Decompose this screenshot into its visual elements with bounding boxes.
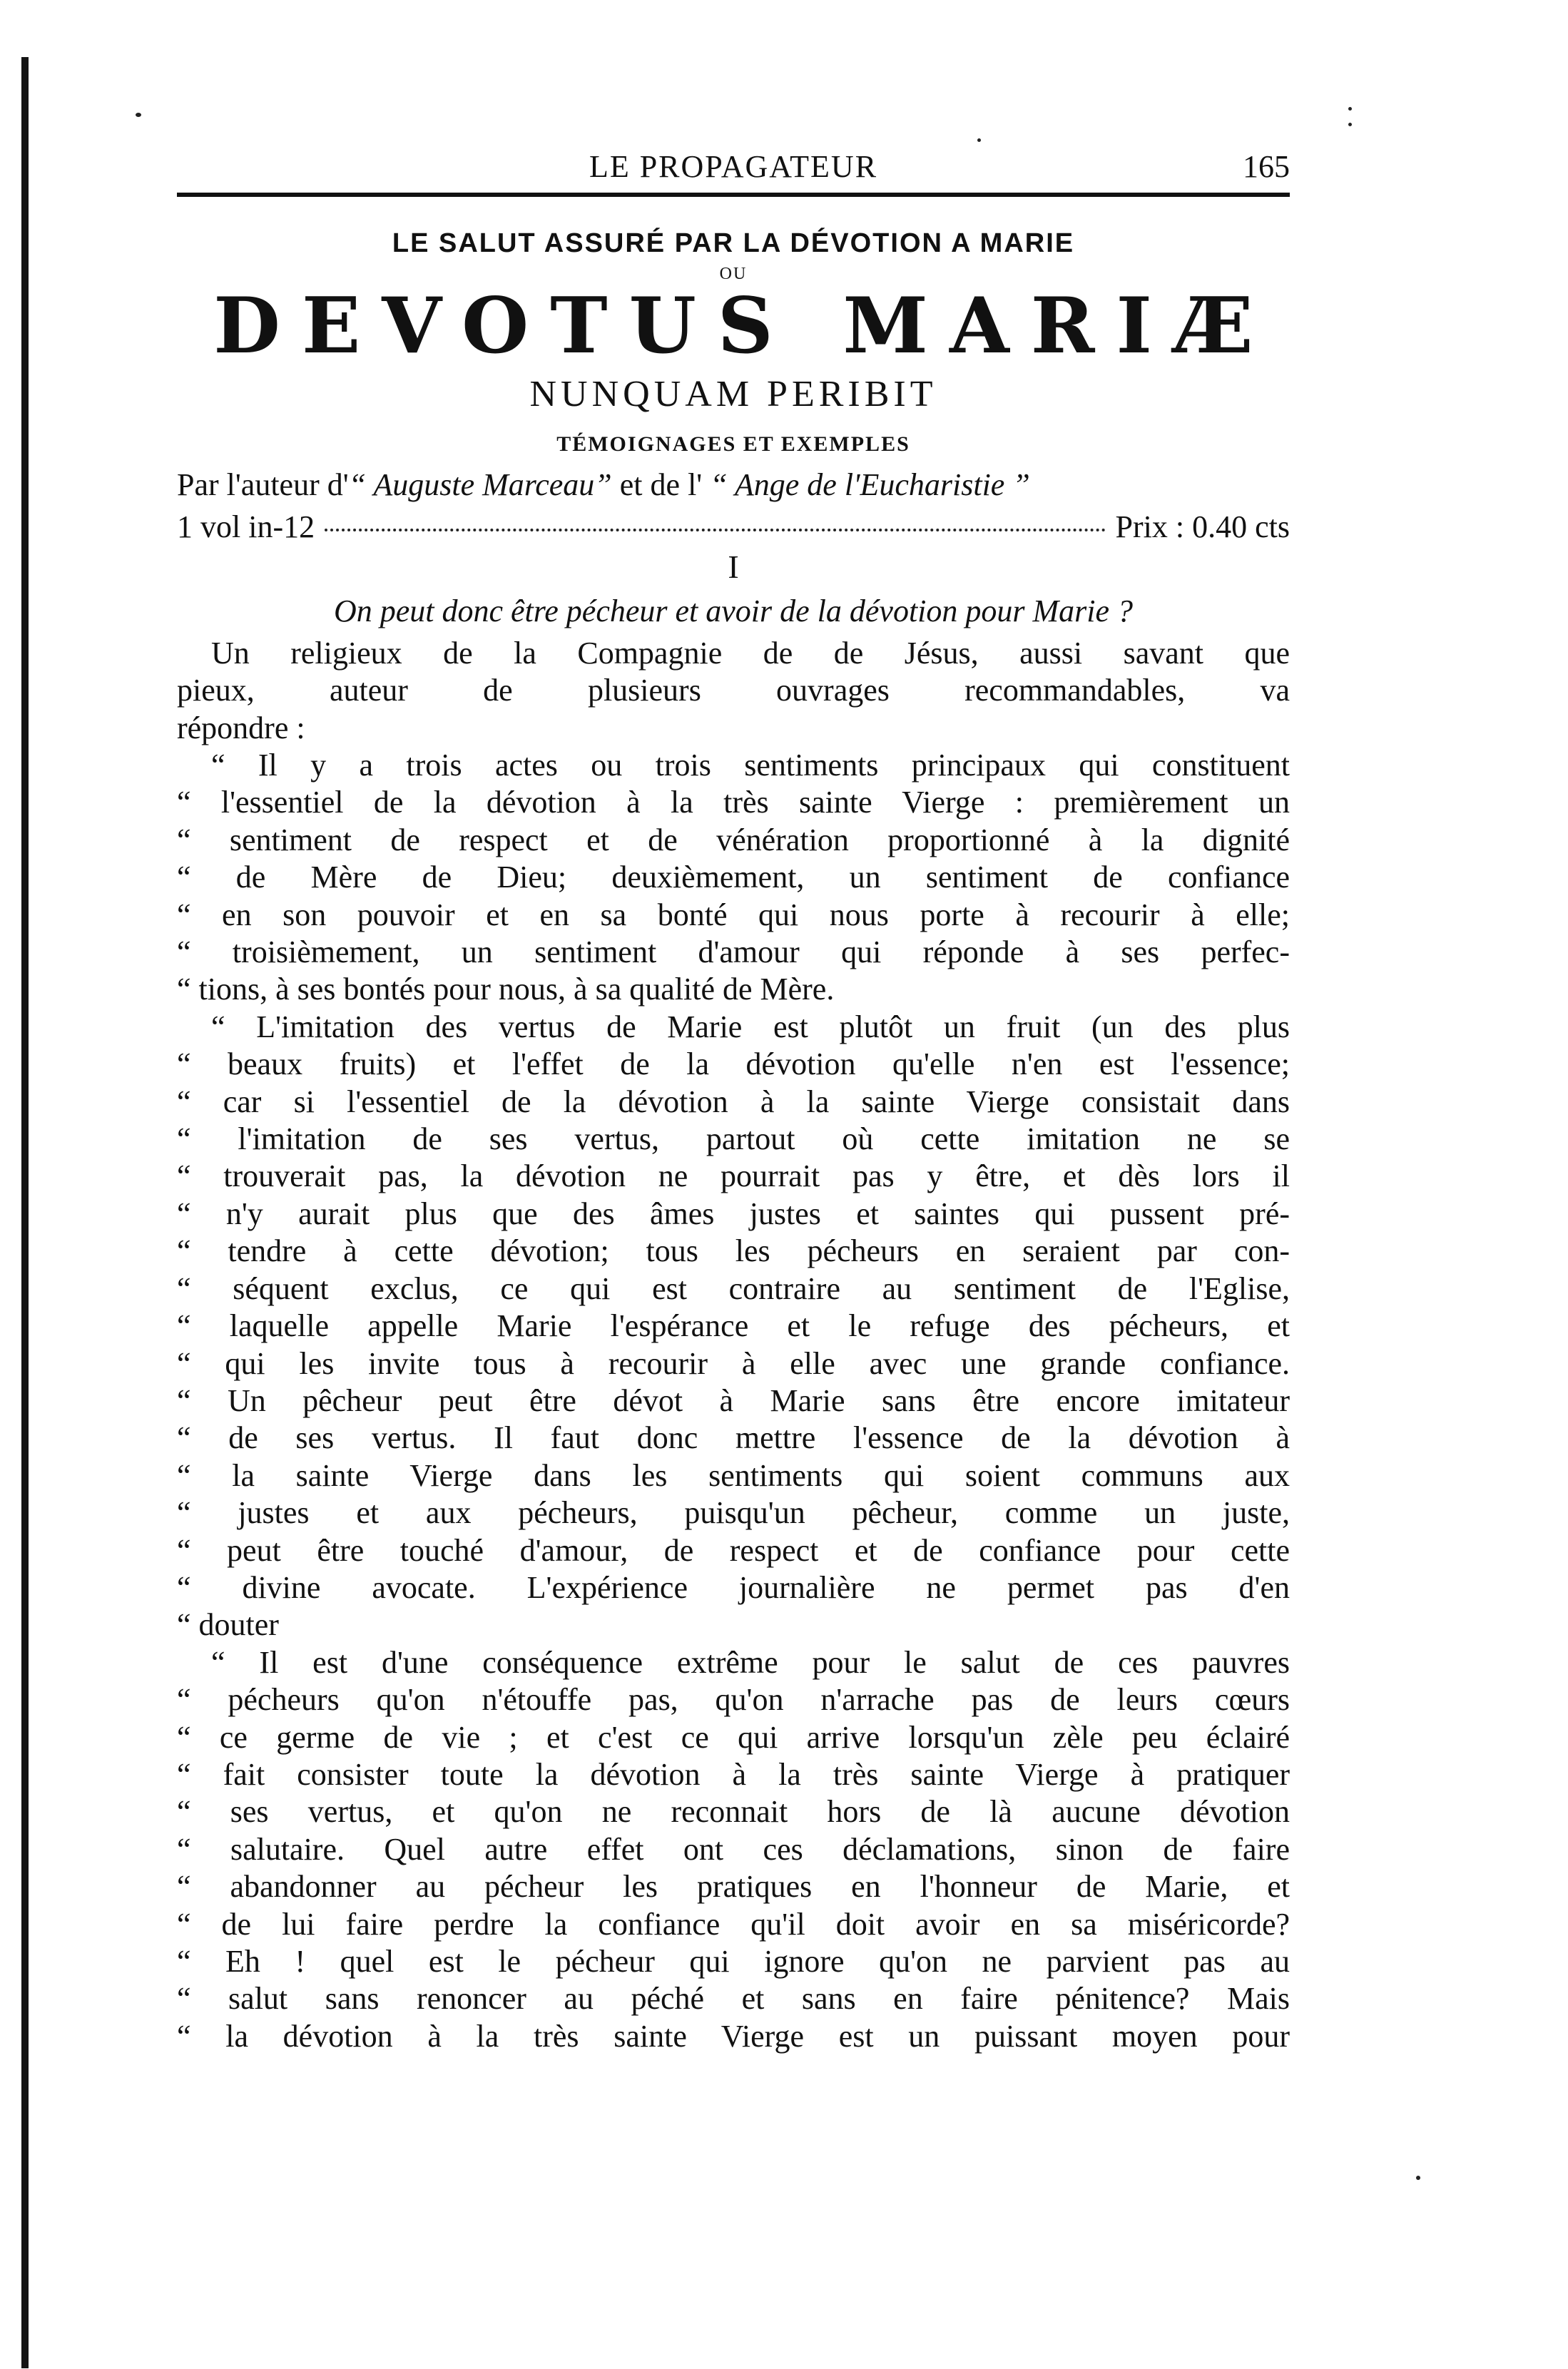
scan-speck <box>136 113 141 117</box>
page <box>177 107 1290 2055</box>
text-line: “ tendre à cette dévotion; tous les pécheurs en seraient par con- <box>177 1233 1290 1269</box>
byline-work-1: “ Auguste Marceau” <box>348 467 612 502</box>
text-line: répondre : <box>177 710 305 745</box>
volume-format: 1 vol in-12 <box>177 509 315 544</box>
text-line: “ de Mère de Dieu; deuxièmement, un sentiment de confiance <box>177 860 1290 895</box>
text-line: Un religieux de la Compagnie de de Jésus, aussi savant que <box>211 635 1290 671</box>
text-line: “ douter <box>177 1607 279 1643</box>
text-line: “ de lui faire perdre la confiance qu'il doit avoir en sa miséricorde? <box>177 1906 1290 1942</box>
text-line: “ justes et aux pécheurs, puisqu'un pêcheur, comme un juste, <box>177 1495 1290 1531</box>
text-line: “ Eh ! quel est le pécheur qui ignore qu'on ne parvient pas au <box>177 1944 1290 1980</box>
text-line: “ Il y a trois actes ou trois sentiments principaux qui constituent <box>211 748 1290 783</box>
ad-byline <box>177 467 1290 503</box>
ad-ou: OU <box>719 265 748 283</box>
text-line: “ Un pêcheur peut être dévot à Marie sans être encore imitateur <box>177 1382 1290 1418</box>
text-line: “ L'imitation des vertus de Marie est plutôt un fruit (un des plus <box>211 1009 1290 1044</box>
text-line: “ ses vertus, et qu'on ne reconnait hors de là aucune dévotion <box>177 1794 1290 1830</box>
section-number: I <box>728 548 739 585</box>
text-line: “ salut sans renoncer au péché et sans en faire pénitence? Mais <box>177 1981 1290 2017</box>
text-line: “ beaux fruits) et l'effet de la dévotion qu'elle n'en est l'essence; <box>177 1046 1290 1082</box>
running-title: LE PROPAGATEUR <box>589 149 878 184</box>
text-line: “ la sainte Vierge dans les sentiments qui soient communs aux <box>177 1457 1290 1493</box>
text-line: “ l'essentiel de la dévotion à la très sainte Vierge : premièrement un <box>177 785 1290 820</box>
text-line: “ séquent exclus, ce qui est contraire au sentiment de l'Eglise, <box>177 1270 1290 1306</box>
text-line: “ trouverait pas, la dévotion ne pourrait pas y être, et dès lors il <box>177 1158 1290 1194</box>
text-line: “ abandonner au pécheur les pratiques en l'honneur de Marie, et <box>177 1869 1290 1905</box>
leader-dots <box>325 529 1105 531</box>
section-question: On peut donc être pécheur et avoir de la dévotion pour Marie ? <box>333 593 1134 628</box>
ad-kicker: LE SALUT ASSURÉ PAR LA DÉVOTION A MARIE <box>392 228 1075 258</box>
text-line: “ de ses vertus. Il faut donc mettre l'essence de la dévotion à <box>177 1420 1290 1456</box>
ad-testimonials-line: TÉMOIGNAGES ET EXEMPLES <box>556 432 910 456</box>
text-line: “ l'imitation de ses vertus, partout où cette imitation ne se <box>177 1121 1290 1157</box>
byline-mid: et de l' <box>611 467 711 502</box>
byline-prefix: Par l'auteur d' <box>177 467 349 502</box>
text-line: “ fait consister toute la dévotion à la très sainte Vierge à pratiquer <box>177 1756 1290 1792</box>
page-number: 165 <box>1243 149 1290 184</box>
text-line: “ salutaire. Quel autre effet ont ces déclamations, sinon de faire <box>177 1831 1290 1867</box>
price: Prix : 0.40 cts <box>1115 509 1290 544</box>
body-text <box>177 635 1290 2055</box>
text-line: “ peut être touché d'amour, de respect et de confiance pour cette <box>177 1532 1290 1568</box>
scan-speck <box>1416 2176 1420 2180</box>
text-line: “ laquelle appelle Marie l'espérance et le refuge des pécheurs, et <box>177 1308 1290 1344</box>
text-line: “ la dévotion à la très sainte Vierge est un puissant moyen pour <box>177 2018 1290 2054</box>
scan-binding-edge <box>21 57 29 2368</box>
text-line: “ Il est d'une conséquence extrême pour le salut de ces pauvres <box>211 1644 1290 1680</box>
text-line: “ car si l'essentiel de la dévotion à la sainte Vierge consistait dans <box>177 1084 1290 1119</box>
ad-subtitle: NUNQUAM PERIBIT <box>529 373 937 414</box>
text-line: “ divine avocate. L'expérience journalière ne permet pas d'en <box>177 1569 1290 1605</box>
scan-speck <box>1348 123 1352 126</box>
scan-speck <box>1348 107 1352 111</box>
ad-volume-price-line <box>177 509 1290 545</box>
advertisement-block <box>177 228 1290 545</box>
running-head <box>177 107 1290 193</box>
text-line: “ en son pouvoir et en sa bonté qui nous porte à recourir à elle; <box>177 897 1290 932</box>
text-line: “ pécheurs qu'on n'étouffe pas, qu'on n'arrache pas de leurs cœurs <box>177 1682 1290 1718</box>
text-line: “ troisièmement, un sentiment d'amour qui réponde à ses perfec- <box>177 934 1290 970</box>
text-line: “ sentiment de respect et de vénération proportionné à la dignité <box>177 822 1290 857</box>
text-line: “ n'y aurait plus que des âmes justes et saintes qui pussent pré- <box>177 1196 1290 1231</box>
text-line: pieux, auteur de plusieurs ouvrages recommandables, va <box>177 673 1290 708</box>
byline-work-2: “ Ange de l'Eucharistie ” <box>710 467 1030 502</box>
text-line: “ tions, à ses bontés pour nous, à sa qualité de Mère. <box>177 972 835 1007</box>
text-line: “ ce germe de vie ; et c'est ce qui arrive lorsqu'un zèle peu éclairé <box>177 1719 1290 1755</box>
header-rule <box>177 193 1290 197</box>
ad-main-title: DEVOTUS MARIÆ <box>213 281 1275 371</box>
text-line: “ qui les invite tous à recourir à elle avec une grande confiance. <box>177 1345 1290 1381</box>
